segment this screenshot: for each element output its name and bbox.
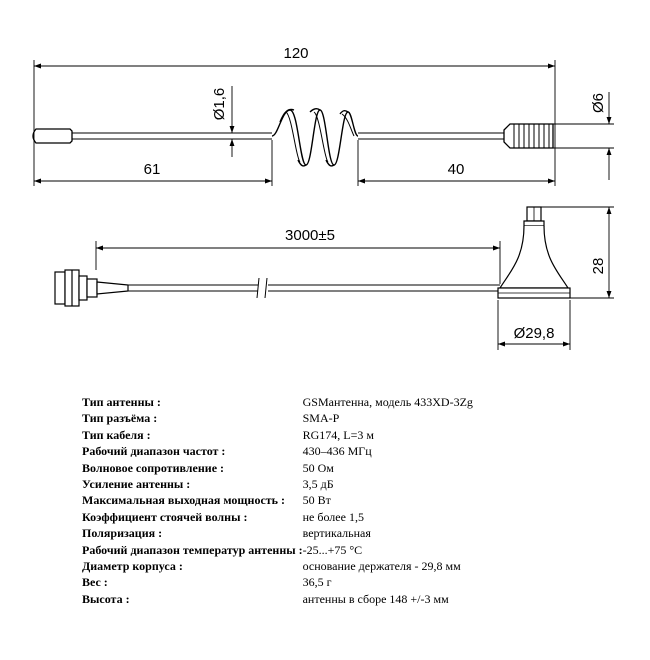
spec-row <box>82 558 473 574</box>
spec-row <box>82 410 473 426</box>
spec-label: Рабочий диапазон частот : <box>82 444 226 459</box>
dim-right-section: 40 <box>447 161 465 178</box>
spec-label: Максимальная выходная мощность : <box>82 493 286 508</box>
dim-left-section: 61 <box>143 161 161 178</box>
spec-label: Высота : <box>82 591 130 606</box>
spec-row <box>82 443 473 459</box>
whip-antenna <box>33 109 553 166</box>
spec-row <box>82 574 473 590</box>
spec-label: Усиление антенны : <box>82 477 191 492</box>
dim-base-diameter: Ø29,8 <box>513 325 555 342</box>
dim-base-diameter-top: Ø6 <box>590 92 607 114</box>
spec-label: Тип разъёма : <box>82 411 158 426</box>
spec-label: Рабочий диапазон температур антенны : <box>82 542 303 557</box>
spec-value: RG174, L=3 м <box>302 427 374 442</box>
cable-assembly <box>55 207 570 306</box>
dim-cable-length: 3000±5 <box>285 227 335 244</box>
spec-value: 50 Вт <box>302 493 331 508</box>
spec-label: Тип кабеля : <box>82 427 151 442</box>
spec-value: GSMантенна, модель 433XD-3Zg <box>302 395 473 409</box>
spec-value: 50 Ом <box>302 460 334 475</box>
dim-total-length: 120 <box>283 45 309 62</box>
dim-height: 28 <box>590 257 607 275</box>
spec-label: Диаметр корпуса : <box>82 559 183 574</box>
spec-label: Тип антенны : <box>82 395 161 409</box>
magnetic-base <box>498 207 570 298</box>
spring-coil <box>272 109 358 166</box>
sma-connector <box>55 270 128 306</box>
spec-row <box>82 394 473 410</box>
spec-value: 430–436 МГц <box>302 444 372 459</box>
spec-label: Волновое сопротивление : <box>82 460 225 475</box>
spec-value: вертикальная <box>302 526 371 541</box>
dim-wire-diameter: Ø1,6 <box>211 87 228 121</box>
spec-row <box>82 542 473 558</box>
spec-label: Поляризация : <box>82 526 163 541</box>
spec-value: основание держателя - 29,8 мм <box>302 559 461 574</box>
spec-label: Коэффициент стоячей волны : <box>82 509 248 524</box>
spec-row <box>82 492 473 508</box>
spec-value: антенны в сборе 148 +/-3 мм <box>302 591 449 606</box>
spec-value: 36,5 г <box>302 575 332 590</box>
spec-row <box>82 509 473 525</box>
spec-row <box>82 476 473 492</box>
specs-table <box>82 394 473 607</box>
spec-label: Вес : <box>82 575 108 590</box>
spec-row <box>82 525 473 541</box>
spec-row <box>82 460 473 476</box>
spec-row <box>82 427 473 443</box>
spec-value: 3,5 дБ <box>302 477 334 492</box>
spec-row <box>82 591 473 607</box>
spec-value: не более 1,5 <box>302 509 364 524</box>
spec-value: -25...+75 °С <box>302 542 363 557</box>
spec-value: SMA-P <box>302 411 340 426</box>
